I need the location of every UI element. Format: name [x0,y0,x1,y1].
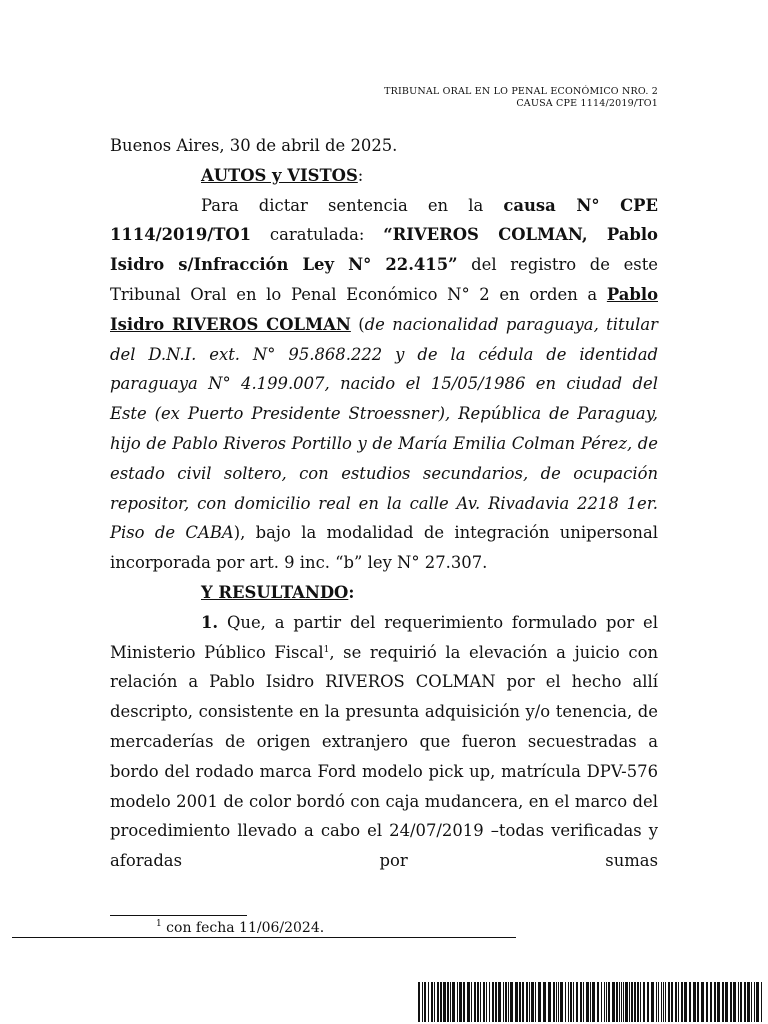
resultando-heading: Y RESULTANDO [201,582,349,602]
footnote-text: con fecha 11/06/2024. [161,920,325,936]
footnote-separator [110,915,247,916]
case-number: causa N° CPE 1114/2019/TO1 [110,195,658,245]
page-bottom-rule [12,937,516,938]
date-line: Buenos Aires, 30 de abril de 2025. [110,136,398,155]
footnote [156,919,324,937]
paragraph-resultando-1: 1. Que, a partir del requerimiento formulado por el Ministerio Público Fiscal$^1$, se requirió la elevación a juicio con relación a Pablo Isidro RIVEROS COLMAN por el hecho allí descripto, consistente en la presunta adquisición y/o tenencia, de mercaderías de origen extranjero que fueron secuestradas a bordo del rodado marca Ford modelo pick up, matrícula DPV-576 modelo 2001 de color bordó con caja mudancera, en el marco del procedimiento llevado a cabo el 24/07/2019 –todas verificadas y aforadas por sumas [110,612,658,871]
header-court-name: TRIBUNAL ORAL EN LO PENAL ECONÓMICO NRO. 2 [384,86,658,97]
autos-heading: AUTOS y VISTOS [201,165,358,185]
footnote-number: 1 [156,919,162,929]
defendant-name: Pablo Isidro RIVEROS COLMAN [110,284,658,334]
case-title: “RIVEROS COLMAN, Pablo Isidro s/Infracción Ley N° 22.415” [110,225,658,275]
footnote-reference[interactable]: 1 [323,644,330,655]
document-body [110,131,658,876]
autos-heading-line: AUTOS y VISTOS: [201,165,364,185]
resultando-heading-line: Y RESULTANDO: [201,582,355,602]
document-header [384,86,658,110]
barcode-icon [418,982,763,1022]
defendant-details: de nacionalidad paraguaya, titular del D.N.I. ext. N° 95.868.222 y de la cédula de identidad paraguaya N° 4.199.007, nacido el 15/05/1986 en ciudad del Este (ex Puerto Presidente Stroessner), República de Paraguay, hijo de Pablo Riveros Portillo y de María Emilia Colman Pérez, de estado civil soltero, con estudios secundarios, de ocupación repositor, con domicilio real en la calle Av. Rivadavia 2218 1er. Piso de CABA [110,314,658,543]
header-case-number: CAUSA CPE 1114/2019/TO1 [516,98,658,109]
paragraph-autos: Para dictar sentencia en la causa N° CPE 1114/2019/TO1 caratulada: “RIVEROS COLMAN, Pablo Isidro s/Infracción Ley N° 22.415” del registro de este Tribunal Oral en lo Penal Económico N° 2 en orden a Pablo Isidro RIVEROS COLMAN (de nacionalidad paraguaya, titular del D.N.I. ext. N° 95.868.222 y de la cédula de identidad paraguaya N° 4.199.007, nacido el 15/05/1986 en ciudad del Este (ex Puerto Presidente Stroessner), República de Paraguay, hijo de Pablo Riveros Portillo y de María Emilia Colman Pérez, de estado civil soltero, con estudios secundarios, de ocupación repositor, con domicilio real en la calle Av. Rivadavia 2218 1er. Piso de CABA), bajo la modalidad de integración unipersonal incorporada por art. 9 inc. “b” ley N° 27.307. [110,195,658,573]
paragraph-number: 1. [201,612,219,632]
